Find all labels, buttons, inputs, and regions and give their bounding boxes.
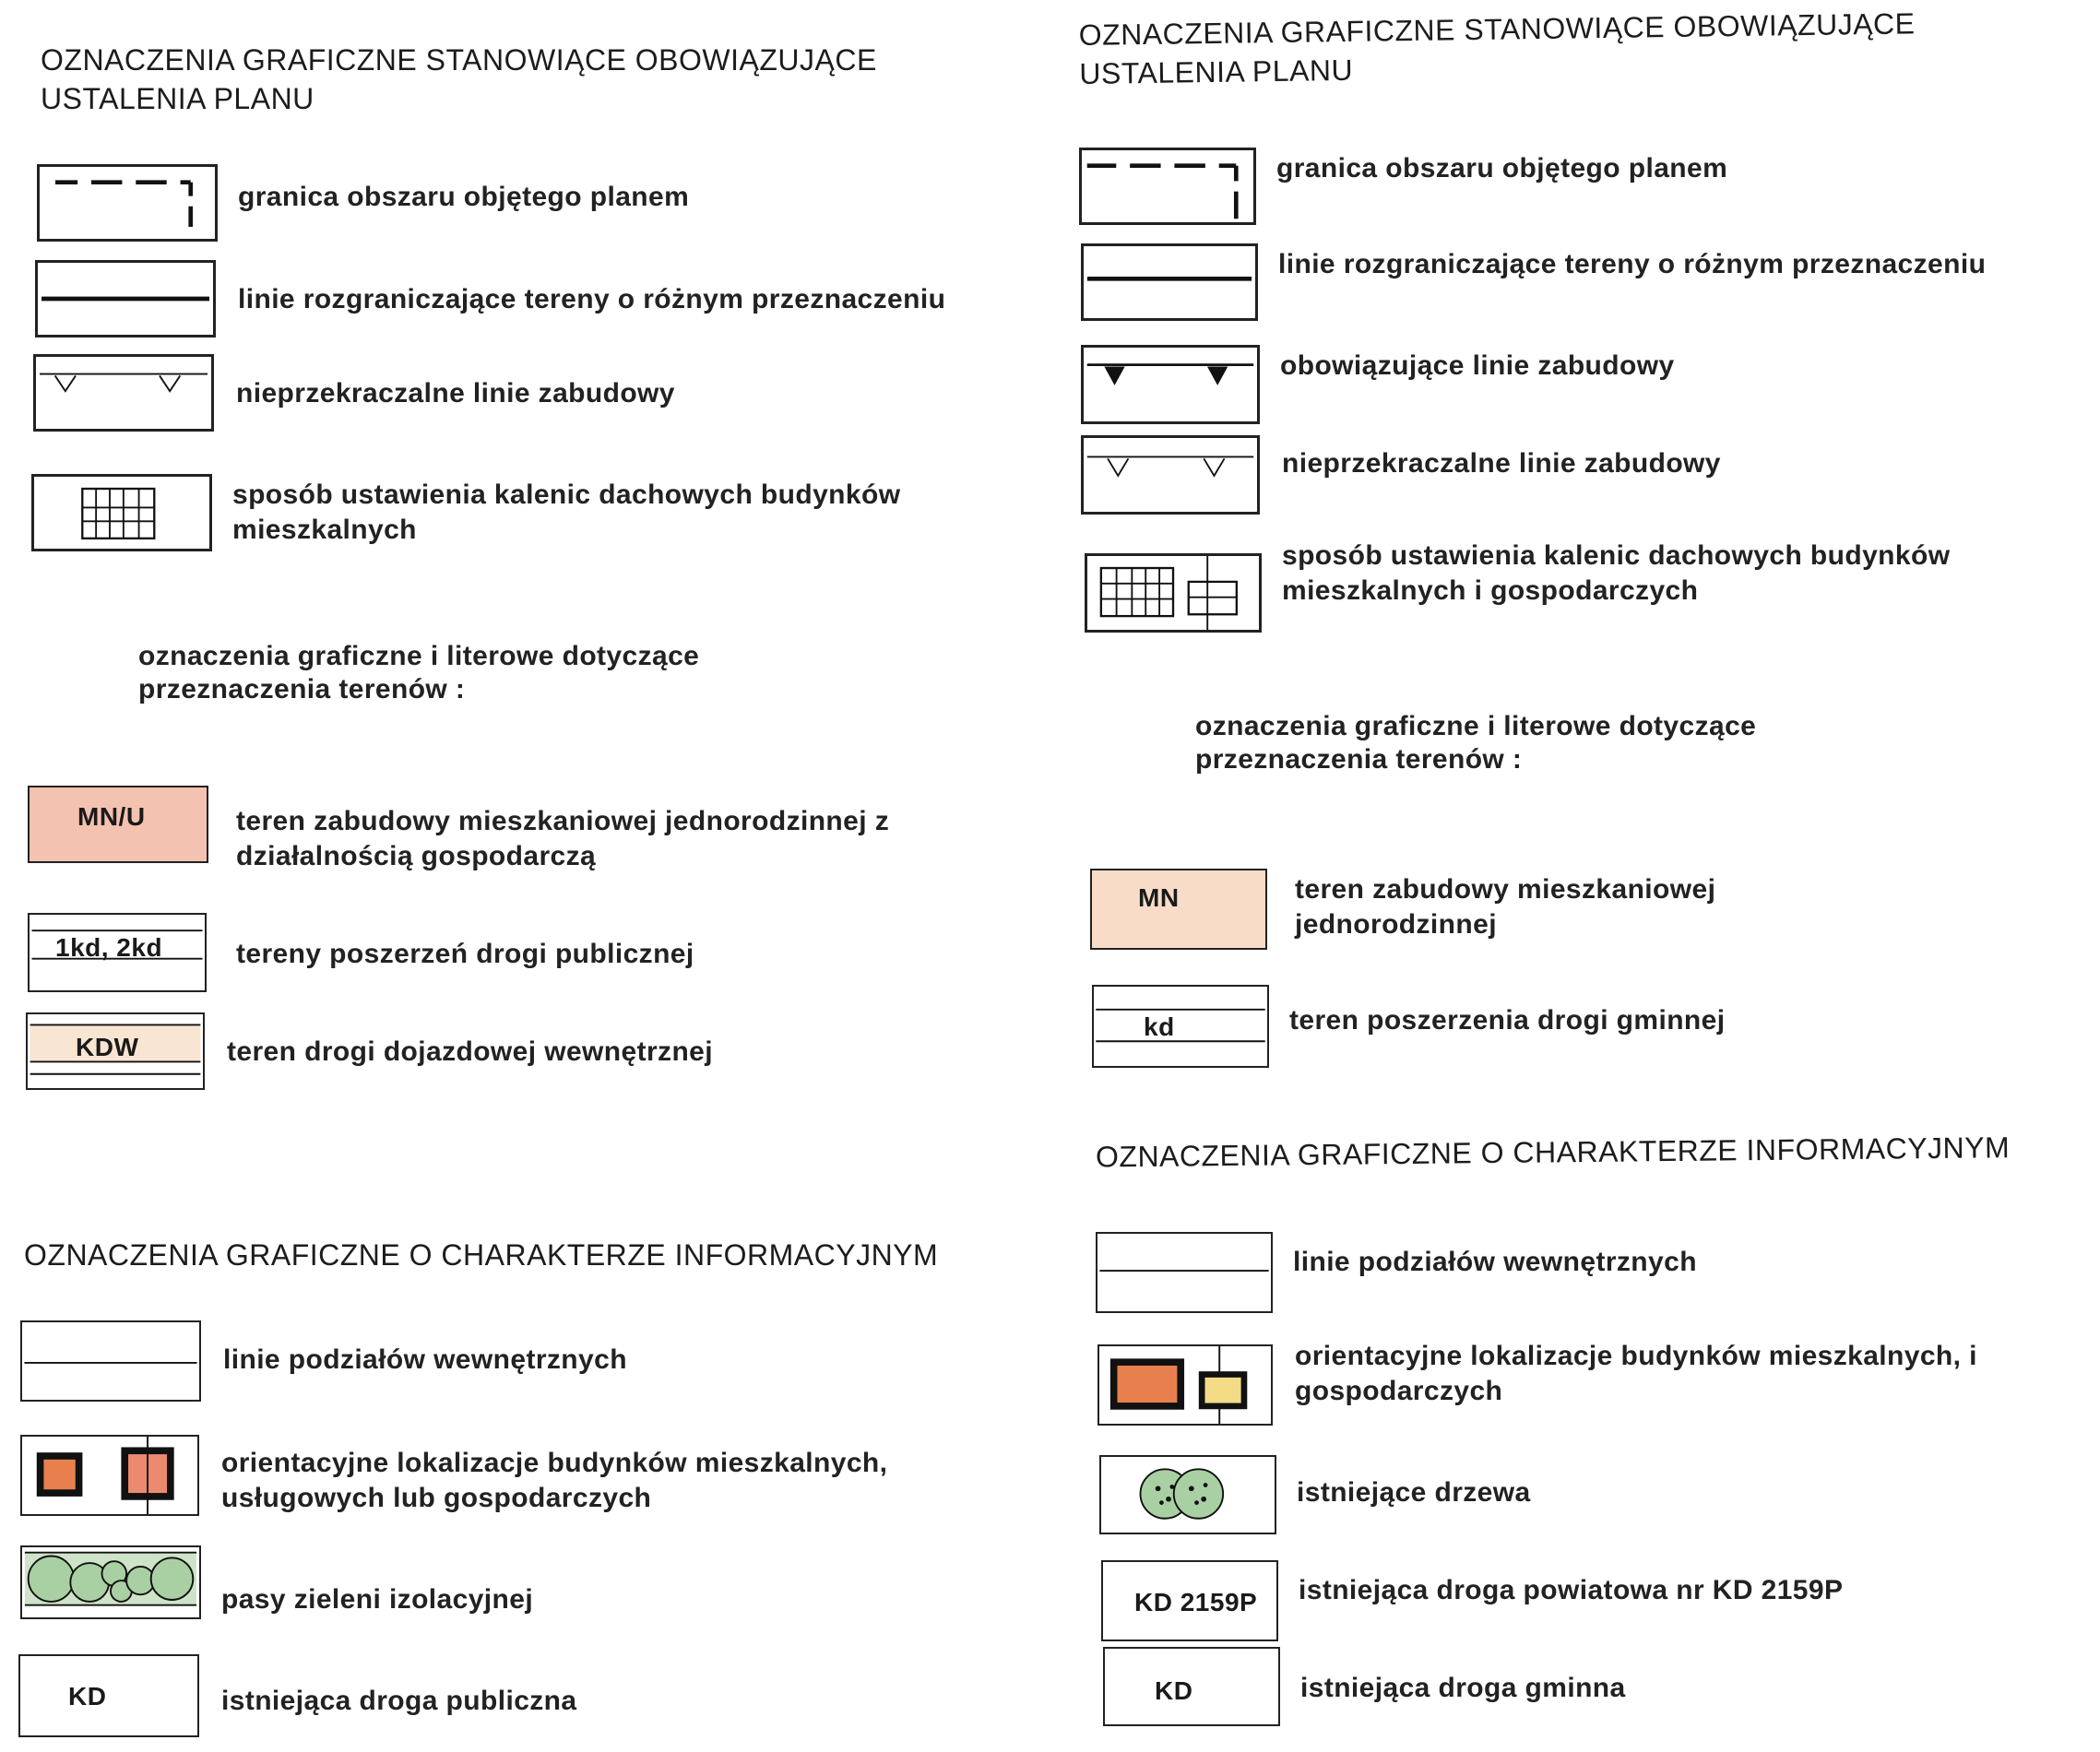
boundary-dashed-icon: [1079, 148, 1256, 225]
roof-ridge-grid-icon: [31, 474, 212, 551]
building-locations-icon: [1097, 1344, 1273, 1426]
zone-kd-swatch: [1092, 985, 1269, 1068]
zone-code: MN/U: [77, 802, 146, 831]
zone-mn-swatch: [1090, 869, 1267, 950]
legend-label: pasy zieleni izolacyjnej: [221, 1584, 534, 1615]
existing-trees-icon: [1099, 1455, 1276, 1534]
zone-code: KDW: [76, 1033, 139, 1061]
legend-label: nieprzekraczalne linie zabudowy: [1282, 448, 1721, 479]
road-code: KD: [1155, 1676, 1193, 1705]
legend-label: orientacyjne lokalizacje budynków mieszkalnych, i gospodarczych: [1295, 1341, 1977, 1406]
legend-label: granica obszaru objętego planem: [238, 182, 690, 212]
legend-label: linie podziałów wewnętrznych: [223, 1344, 627, 1375]
building-line-filled-triangles-icon: [1081, 345, 1260, 424]
legend-label: orientacyjne lokalizacje budynków mieszkalnych, usługowych lub gospodarczych: [221, 1448, 888, 1513]
legend-label: istniejące drzewa: [1297, 1477, 1531, 1508]
left-info-heading: OZNACZENIA GRAFICZNE O CHARAKTERZE INFORMACYJNYM: [24, 1238, 939, 1272]
internal-division-line-icon: [1096, 1232, 1273, 1313]
right-info-heading: OZNACZENIA GRAFICZNE O CHARAKTERZE INFORMACYJNYM: [1095, 1131, 2011, 1174]
zone-code: MN: [1138, 883, 1180, 912]
building-line-open-triangles-icon: [1081, 435, 1260, 515]
zone-road-widening-swatch: [28, 913, 207, 992]
legend-label: sposób ustawienia kalenic dachowych budynków mieszkalnych: [232, 479, 901, 545]
dividing-line-icon: [35, 260, 216, 337]
legend-label: teren drogi dojazdowej wewnętrznej: [227, 1036, 713, 1067]
legend-label: istniejąca droga publiczna: [221, 1686, 577, 1716]
zone-mnu-swatch: [28, 786, 208, 863]
building-line-open-triangles-icon: [33, 354, 214, 432]
legend-label: tereny poszerzeń drogi publicznej: [236, 939, 694, 969]
legend-label: istniejąca droga gminna: [1300, 1673, 1626, 1703]
legend-label: teren poszerzenia drogi gminnej: [1289, 1005, 1726, 1036]
dividing-line-icon: [1081, 243, 1258, 321]
legend-label: nieprzekraczalne linie zabudowy: [236, 378, 675, 408]
legend-label: teren zabudowy mieszkaniowej jednorodzinnej: [1295, 874, 1716, 940]
left-binding-heading: OZNACZENIA GRAFICZNE STANOWIĄCE OBOWIĄZUJĄCE USTALENIA PLANU: [41, 43, 877, 115]
legend-label: istniejąca droga powiatowa nr KD 2159P: [1299, 1575, 1844, 1605]
road-code-box-icon: [1103, 1647, 1280, 1726]
legend-label: linie rozgraniczające tereny o różnym przeznaczeniu: [1278, 249, 1987, 279]
roof-ridge-grid-icon: [1085, 553, 1262, 633]
legend-label: sposób ustawienia kalenic dachowych budynków mieszkalnych i gospodarczych: [1282, 540, 1951, 606]
boundary-dashed-icon: [37, 164, 218, 242]
zone-kdw-swatch: [26, 1012, 205, 1090]
road-code-box-icon: [18, 1654, 199, 1737]
zone-code: kd: [1144, 1012, 1175, 1041]
legend-label: linie podziałów wewnętrznych: [1293, 1247, 1697, 1277]
road-code: KD 2159P: [1134, 1588, 1258, 1616]
zone-code: 1kd, 2kd: [55, 933, 163, 962]
right-binding-heading: OZNACZENIA GRAFICZNE STANOWIĄCE OBOWIĄZUJĄCE USTALENIA PLANU: [1078, 6, 1916, 90]
building-locations-icon: [20, 1435, 199, 1516]
legend-label: granica obszaru objętego planem: [1276, 153, 1728, 183]
road-code: KD: [68, 1682, 107, 1711]
right-zones-subheading: oznaczenia graficzne i literowe dotyczące przeznaczenia terenów :: [1195, 711, 1757, 775]
left-zones-subheading: oznaczenia graficzne i literowe dotyczące przeznaczenia terenów :: [138, 641, 700, 704]
legend-label: teren zabudowy mieszkaniowej jednorodzinnej z działalnością gospodarczą: [236, 806, 890, 871]
internal-division-line-icon: [20, 1320, 201, 1402]
green-belt-circles-icon: [20, 1545, 201, 1619]
legend-label: linie rozgraniczające tereny o różnym przeznaczeniu: [238, 284, 946, 314]
legend-label: obowiązujące linie zabudowy: [1280, 350, 1675, 381]
road-code-box-icon: [1101, 1560, 1278, 1641]
